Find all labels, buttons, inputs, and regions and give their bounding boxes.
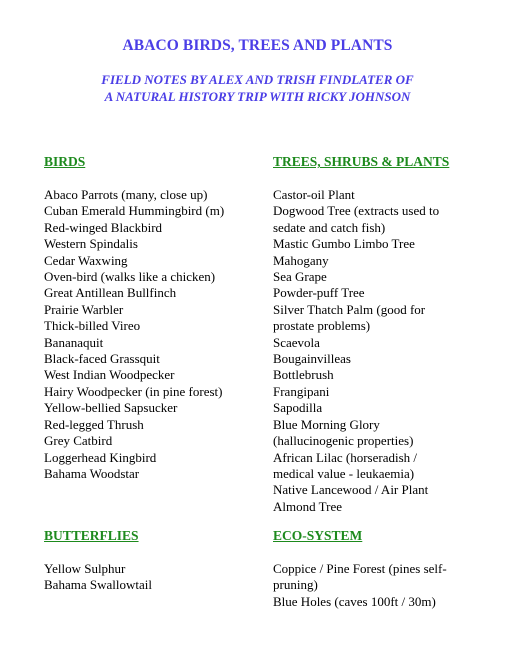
trees-heading: TREES, SHRUBS & PLANTS: [273, 154, 450, 169]
list-item: medical value - leukaemia): [273, 465, 415, 481]
list-item: Almond Tree: [273, 498, 342, 514]
list-item: Western Spindalis: [44, 236, 138, 252]
list-item: Bougainvilleas: [273, 351, 351, 367]
trees-section: [273, 154, 498, 515]
ecosystem-heading: ECO-SYSTEM: [273, 528, 363, 543]
list-item: pruning): [273, 577, 318, 593]
list-item: Red-legged Thrush: [44, 416, 144, 432]
list-item: Coppice / Pine Forest (pines self-: [273, 561, 447, 576]
list-item: Blue Morning Glory: [273, 416, 380, 432]
ecosystem-section: [273, 528, 498, 610]
list-item: (hallucinogenic properties): [273, 433, 414, 449]
list-item: Native Lancewood / Air Plant: [273, 482, 429, 498]
list-item: Black-faced Grassquit: [44, 351, 160, 367]
list-item: Cuban Emerald Hummingbird (m): [44, 203, 225, 219]
butterflies-section: [44, 528, 259, 594]
list-item: Castor-oil Plant: [273, 187, 355, 202]
list-item: Scaevola: [273, 334, 320, 350]
list-item: Mastic Gumbo Limbo Tree: [273, 236, 415, 252]
list-item: Bahama Swallowtail: [44, 577, 152, 593]
list-item: prostate problems): [273, 318, 371, 334]
list-item: Mahogany: [273, 252, 329, 268]
list-item: Hairy Woodpecker (in pine forest): [44, 383, 223, 399]
list-item: West Indian Woodpecker: [44, 367, 175, 383]
butterflies-list: [44, 561, 259, 594]
list-item: Loggerhead Kingbird: [44, 449, 157, 465]
list-item: Abaco Parrots (many, close up): [44, 187, 208, 202]
list-item: Sapodilla: [273, 400, 323, 416]
list-item: Thick-billed Vireo: [44, 318, 141, 334]
list-item: Oven-bird (walks like a chicken): [44, 269, 216, 285]
trees-list: [273, 187, 498, 515]
birds-list: [44, 187, 259, 482]
butterflies-heading: BUTTERFLIES: [44, 528, 139, 543]
list-item: Frangipani: [273, 383, 330, 399]
list-item: Bananaquit: [44, 334, 104, 350]
list-item: Red-winged Blackbird: [44, 219, 163, 235]
subtitle-line-2: A NATURAL HISTORY TRIP WITH RICKY JOHNSON: [104, 89, 411, 104]
list-item: sedate and catch fish): [273, 219, 386, 235]
list-item: Silver Thatch Palm (good for: [273, 301, 426, 317]
subtitle-line-1: FIELD NOTES BY ALEX AND TRISH FINDLATER OF: [101, 72, 414, 87]
list-item: Yellow Sulphur: [44, 561, 126, 576]
list-item: Grey Catbird: [44, 433, 113, 449]
document-title: ABACO BIRDS, TREES AND PLANTS: [122, 37, 393, 54]
list-item: Powder-puff Tree: [273, 285, 365, 301]
list-item: Bahama Woodstar: [44, 465, 140, 481]
document-subtitle: [0, 71, 515, 105]
list-item: Sea Grape: [273, 269, 327, 285]
list-item: Bottlebrush: [273, 367, 334, 383]
list-item: Yellow-bellied Sapsucker: [44, 400, 178, 416]
list-item: Great Antillean Bullfinch: [44, 285, 177, 301]
list-item: Dogwood Tree (extracts used to: [273, 203, 440, 219]
list-item: African Lilac (horseradish /: [273, 449, 418, 465]
list-item: Cedar Waxwing: [44, 252, 128, 268]
list-item: Blue Holes (caves 100ft / 30m): [273, 593, 436, 609]
list-item: Prairie Warbler: [44, 301, 124, 317]
ecosystem-list: [273, 561, 498, 610]
birds-section: [44, 154, 259, 482]
birds-heading: BIRDS: [44, 154, 86, 169]
